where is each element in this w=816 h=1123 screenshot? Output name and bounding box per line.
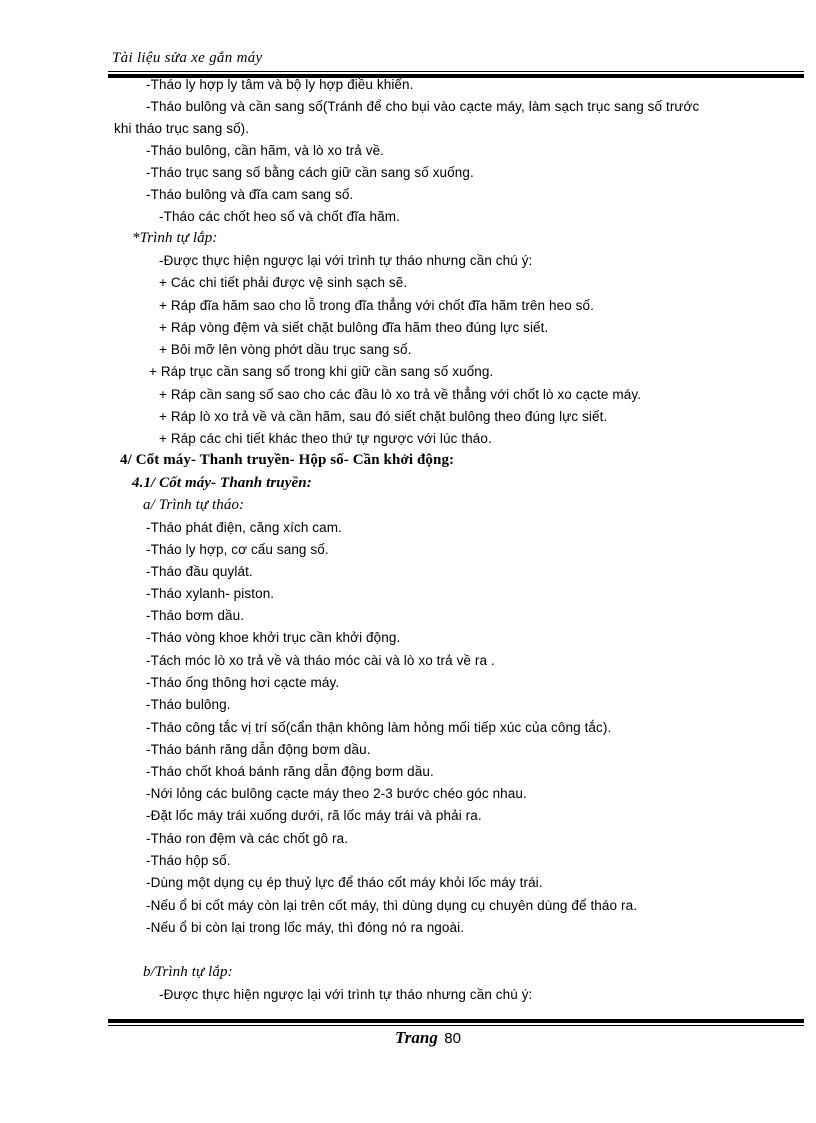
text-line: -Tháo các chốt heo số và chốt đĩa hãm. xyxy=(159,209,400,224)
text-line: -Tháo bulông. xyxy=(146,697,231,712)
text-line: -Nếu ổ bi còn lại trong lốc máy, thì đóng nó ra ngoài. xyxy=(146,920,465,935)
list-item: + Ráp vòng đệm và siết chặt bulông đĩa hãm theo đúng lực siết. xyxy=(159,320,549,335)
list-item: + Ráp đĩa hãm sao cho lỗ trong đĩa thẳng với chốt đĩa hãm trên heo số. xyxy=(159,298,594,313)
footer-rule-thin xyxy=(108,1025,804,1026)
text-line: -Được thực hiện ngược lại với trình tự tháo nhưng cần chú ý: xyxy=(159,987,533,1002)
list-item: + Ráp các chi tiết khác theo thứ tự ngược với lúc tháo. xyxy=(159,431,492,446)
section-heading: b/Trình tự lắp: xyxy=(143,964,233,980)
text-line: -Tháo vòng khoe khởi trục cần khởi động. xyxy=(146,630,401,645)
text-line: -Nới lỏng các bulông cạcte máy theo 2-3 bước chéo góc nhau. xyxy=(146,786,527,801)
section-heading: *Trình tự lắp: xyxy=(132,230,218,246)
header-rule-thin xyxy=(108,71,804,72)
text-line: -Tháo bulông và cần sang số(Tránh để cho bụi vào cạcte máy, làm sạch trục sang số trước xyxy=(146,99,700,114)
text-line: -Nếu ổ bi cốt máy còn lại trên cốt máy, thì dùng dụng cụ chuyên dùng để tháo ra. xyxy=(146,898,638,913)
text-line: -Tháo công tắc vị trí số(cẩn thận không làm hỏng mối tiếp xúc của công tắc). xyxy=(146,720,612,735)
footer-rule-thick xyxy=(108,1019,804,1023)
page-number: 80 xyxy=(444,1030,461,1047)
text-line: -Đặt lốc máy trái xuống dưới, rã lốc máy trái và phải ra. xyxy=(146,808,482,823)
text-line: -Tháo ly hợp, cơ cấu sang số. xyxy=(146,542,329,557)
text-line: -Tháo bulông, cần hãm, và lò xo trả về. xyxy=(146,143,385,158)
text-line: khi tháo trục sang số). xyxy=(114,121,250,136)
list-item: + Bôi mỡ lên vòng phớt dầu trục sang số. xyxy=(159,342,412,357)
list-item: + Ráp lò xo trả về và cần hãm, sau đó siết chặt bulông theo đúng lực siết. xyxy=(159,409,608,424)
text-line: -Tháo bulông và đĩa cam sang số. xyxy=(146,187,354,202)
list-item: + Các chi tiết phải được vệ sinh sạch sẽ. xyxy=(159,275,408,290)
text-line: -Tháo hộp số. xyxy=(146,853,231,868)
text-line: -Dùng một dụng cụ ép thuỷ lực để tháo cốt máy khỏi lốc máy trái. xyxy=(146,875,543,890)
subsection-heading: 4.1/ Cốt máy- Thanh truyền: xyxy=(132,475,312,491)
text-line: -Tháo xylanh- piston. xyxy=(146,586,275,601)
page-header-title: Tài liệu sửa xe gắn máy xyxy=(112,50,263,66)
section-heading: a/ Trình tự tháo: xyxy=(143,497,245,513)
text-line: -Tháo bánh răng dẫn động bơm dầu. xyxy=(146,742,371,757)
list-item: + Ráp trục cần sang số trong khi giữ cần sang số xuống. xyxy=(149,364,494,379)
text-line: -Được thực hiện ngược lại với trình tự tháo nhưng cần chú ý: xyxy=(159,253,533,268)
text-line: -Tháo ron đệm và các chốt gô ra. xyxy=(146,831,349,846)
text-line: -Tháo bơm dầu. xyxy=(146,608,245,623)
chapter-heading: 4/ Cốt máy- Thanh truyền- Hộp số- Cần khởi động: xyxy=(120,452,455,468)
text-line: -Tháo phát điện, căng xích cam. xyxy=(146,520,342,535)
page-footer xyxy=(395,1028,461,1048)
list-item: + Ráp cần sang số sao cho các đầu lò xo trả về thẳng với chốt lò xo cạcte máy. xyxy=(159,387,642,402)
text-line: -Tháo ly hợp ly tâm và bộ ly hợp điều khiển. xyxy=(146,77,414,92)
text-line: -Tháo đầu quylát. xyxy=(146,564,253,579)
text-line: -Tách móc lò xo trả về và tháo móc cài và lò xo trả về ra . xyxy=(146,653,495,668)
page-label: Trang xyxy=(395,1028,438,1047)
text-line: -Tháo chốt khoá bánh răng dẫn động bơm dầu. xyxy=(146,764,434,779)
text-line: -Tháo ống thông hơi cạcte máy. xyxy=(146,675,340,690)
text-line: -Tháo trục sang số bằng cách giữ cần sang số xuống. xyxy=(146,165,474,180)
